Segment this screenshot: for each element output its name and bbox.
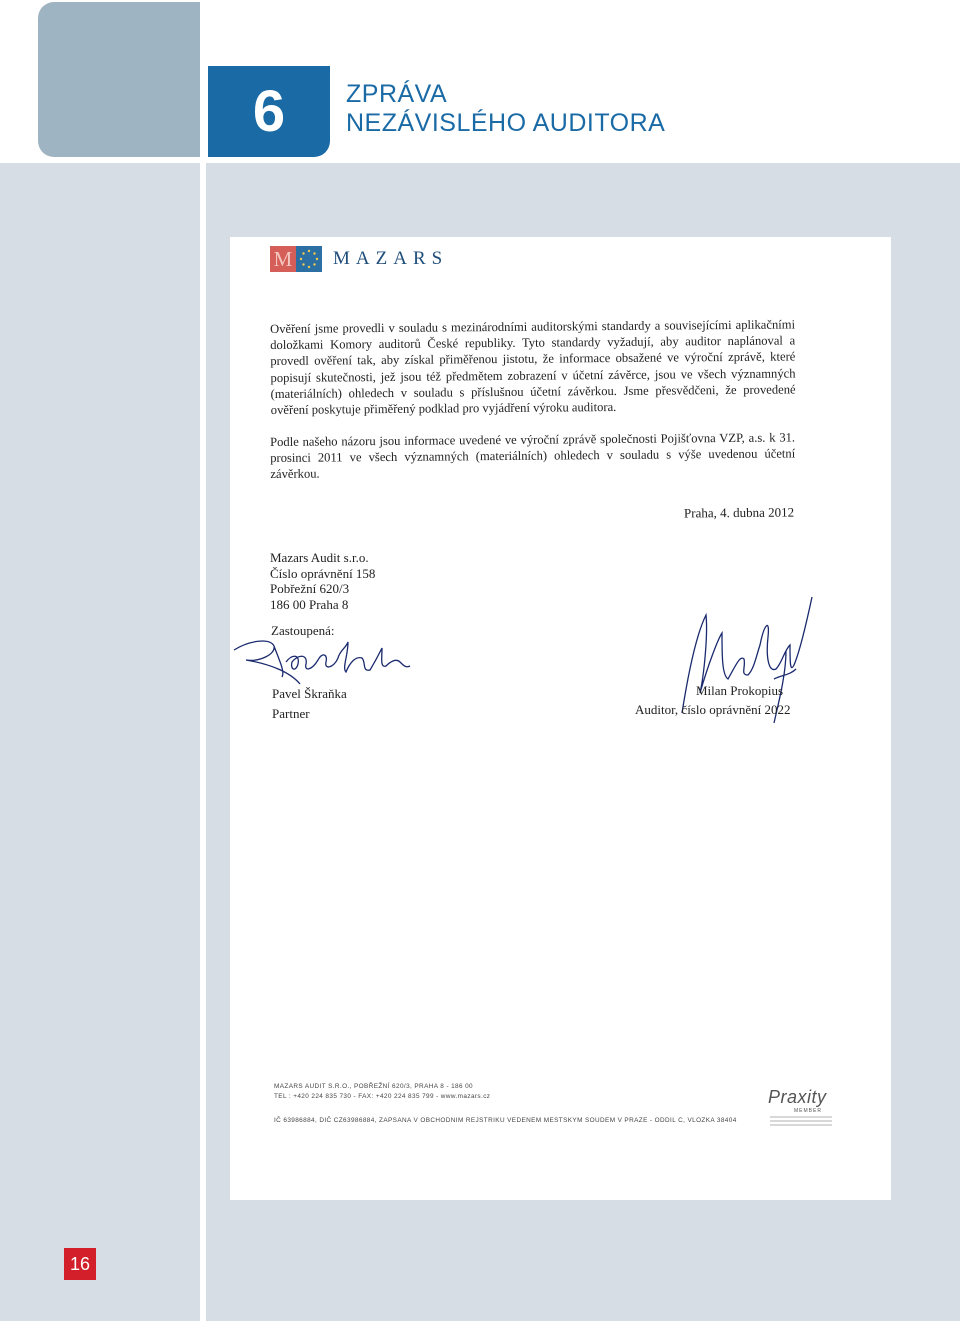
letter-paragraph-1: Ověření jsme provedli v souladu s mezinárodními auditorskými standardy a souvisejícími aplikačními doložkami Komory auditorů České republiky. Tyto standardy vyžadují, aby auditor naplánoval a provedl ověření tak, aby získal přiměřenou jistotu, že informace obsažené ve výroční zprávě, které popisují skutečnosti, jež jsou též předmětem zobrazení v účetní závěrce, jsou ve všech významných (materiálních) ohledech v souladu s příslušnou účetní závěrkou. Jsme přesvědčeni, že provedené ověření poskytuje přiměřený podklad pro vyjádření výroku auditora.	[270, 317, 796, 418]
chapter-title-line2: NEZÁVISLÉHO AUDITORA	[346, 109, 666, 137]
address-line-3: Pobřežní 620/3	[270, 581, 350, 596]
letter-date: Praha, 4. dubna 2012	[683, 504, 795, 521]
signer-1-block	[272, 684, 347, 724]
signer-1-role: Partner	[272, 706, 310, 721]
letter-footer-address: MAZARS AUDIT S.R.O., POBŘEŽNÍ 620/3, PRAHA 8 - 186 00	[274, 1083, 474, 1090]
represented-by-label: Zastoupená:	[271, 623, 335, 638]
mazars-logo-stars-icon	[296, 246, 322, 272]
address-line-2: Číslo oprávnění 158	[270, 565, 376, 581]
praxity-fine-print-icon	[768, 1114, 838, 1128]
auditor-address	[270, 550, 375, 612]
signature-skranka	[230, 632, 420, 692]
chapter-title	[346, 80, 665, 138]
signer-2-role: Auditor, číslo oprávnění 2022	[635, 702, 791, 717]
signer-1-name: Pavel Škraňka	[272, 686, 347, 701]
page-number: 16	[64, 1248, 96, 1280]
mazars-logo	[270, 246, 448, 272]
chapter-number: 6	[208, 66, 330, 157]
mazars-logo-text: MAZARS	[333, 248, 449, 269]
mazars-logo-m: M	[270, 246, 296, 272]
letter-footer-contact: TEL : +420 224 835 730 - FAX: +420 224 835 799 - www.mazars.cz	[274, 1093, 491, 1100]
left-margin-column	[0, 163, 200, 1321]
address-line-1: Mazars Audit s.r.o.	[270, 550, 369, 565]
chapter-tab-decoration	[38, 2, 200, 157]
address-line-4: 186 00 Praha 8	[270, 596, 349, 612]
praxity-member-label: MEMBER	[794, 1108, 822, 1114]
letter-paragraph-2: Podle našeho názoru jsou informace uvedené ve výroční zprávě společnosti Pojišťovna VZP, a.s. k 31. prosinci 2011 ve všech významných (materiálních) ohledech v souladu s výše uvedenou účetní závěrkou.	[270, 430, 796, 482]
letter-footer-registration: IČ 63986884, DIČ CZ63986884, ZAPSANA V OBCHODNIM REJSTRIKU VEDENEM MESTSKYM SOUDEM V PRAZE - ODDIL C, VLOZKA 38404	[274, 1117, 737, 1124]
signer-2-name: Milan Prokopius	[696, 683, 784, 698]
auditor-letter-scan	[230, 237, 891, 1200]
praxity-logo	[768, 1087, 838, 1133]
column-divider	[200, 163, 206, 1321]
praxity-logo-word: Praxity	[768, 1087, 827, 1107]
chapter-title-line1: ZPRÁVA	[346, 80, 448, 108]
